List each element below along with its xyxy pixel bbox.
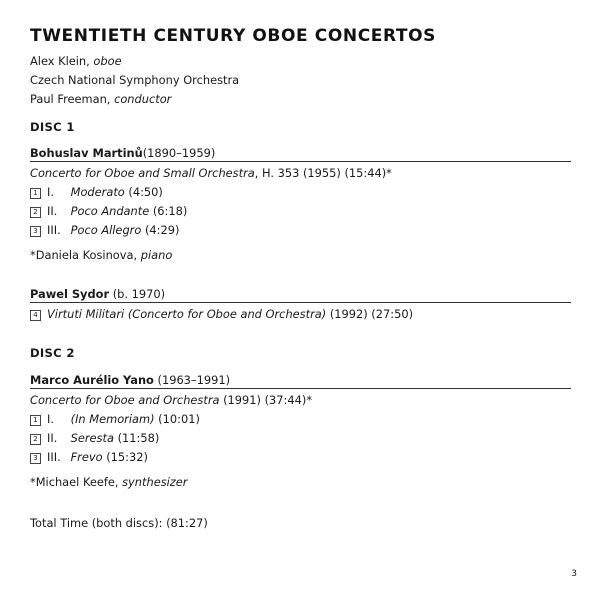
disc-1-heading: DISC 1 xyxy=(30,120,75,134)
composer-name: Bohuslav Martinů xyxy=(30,146,143,160)
movement-number: II. xyxy=(47,204,58,218)
performer-name: Czech National Symphony Orchestra xyxy=(30,73,240,87)
composer-heading-martinu xyxy=(30,146,571,162)
movement-number: I. xyxy=(47,185,54,199)
composer-dates: (1963–1991) xyxy=(157,373,231,387)
movement-time: (6:18) xyxy=(152,204,188,218)
performer-soloist xyxy=(30,54,122,68)
movement-name: Poco Andante xyxy=(70,204,150,218)
disc-2-heading: DISC 2 xyxy=(30,346,75,360)
work-info: (1992) (27:50) xyxy=(329,307,414,321)
composer-dates: (b. 1970) xyxy=(112,287,166,301)
movement-number: III. xyxy=(47,450,61,464)
soloist-note xyxy=(30,248,172,262)
note-name: *Daniela Kosinova, xyxy=(30,248,138,262)
track-number-box: 2 xyxy=(30,434,41,445)
work-info: , H. 353 (1955) (15:44)* xyxy=(254,166,392,180)
performer-role: conductor xyxy=(114,92,172,106)
note-name: *Michael Keefe, xyxy=(30,475,119,489)
track-number-box: 2 xyxy=(30,207,41,218)
track-number-box: 1 xyxy=(30,188,41,199)
work-title-line xyxy=(30,166,392,180)
movement-time: (4:50) xyxy=(128,185,163,199)
note-role: synthesizer xyxy=(122,475,188,489)
movement-name: Poco Allegro xyxy=(70,223,142,237)
page-title: TWENTIETH CENTURY OBOE CONCERTOS xyxy=(30,26,437,46)
composer-heading-yano xyxy=(30,373,571,389)
movement-name: Seresta xyxy=(70,431,114,445)
track-row xyxy=(30,185,163,199)
track-row xyxy=(30,204,187,218)
movement-time: (10:01) xyxy=(158,412,200,426)
total-time: Total Time (both discs): (81:27) xyxy=(30,516,208,530)
work-title: Virtuti Militari (Concerto for Oboe and Orchestra) xyxy=(47,307,327,321)
performer-conductor xyxy=(30,92,171,106)
work-title: Concerto for Oboe and Small Orchestra xyxy=(30,166,255,180)
track-row xyxy=(30,450,148,464)
note-role: piano xyxy=(140,248,173,262)
movement-number: II. xyxy=(47,431,58,445)
composer-name: Pawel Sydor xyxy=(30,287,110,301)
performer-orchestra xyxy=(30,73,239,87)
movement-time: (11:58) xyxy=(117,431,160,445)
performer-name: Alex Klein, xyxy=(30,54,90,68)
movement-name: Frevo xyxy=(70,450,103,464)
track-row xyxy=(30,307,413,321)
movement-number: III. xyxy=(47,223,61,237)
soloist-note xyxy=(30,475,187,489)
page-number: 3 xyxy=(571,569,577,579)
work-title: Concerto for Oboe and Orchestra xyxy=(30,393,220,407)
booklet-page xyxy=(30,0,571,595)
track-number-box: 3 xyxy=(30,226,41,237)
movement-number: I. xyxy=(47,412,54,426)
movement-time: (4:29) xyxy=(144,223,180,237)
performer-role: oboe xyxy=(93,54,122,68)
track-row xyxy=(30,223,179,237)
work-title-line xyxy=(30,393,312,407)
work-info: (1991) (37:44)* xyxy=(223,393,313,407)
track-number-box: 1 xyxy=(30,415,41,426)
movement-time: (15:32) xyxy=(106,450,148,464)
composer-heading-sydor xyxy=(30,287,571,303)
track-number-box: 3 xyxy=(30,453,41,464)
performer-name: Paul Freeman, xyxy=(30,92,111,106)
track-row xyxy=(30,431,159,445)
composer-name: Marco Aurélio Yano xyxy=(30,373,154,387)
movement-name: (In Memoriam) xyxy=(70,412,155,426)
composer-dates: (1890–1959) xyxy=(142,146,216,160)
movement-name: Moderato xyxy=(70,185,125,199)
track-row xyxy=(30,412,200,426)
track-number-box: 4 xyxy=(30,310,41,321)
